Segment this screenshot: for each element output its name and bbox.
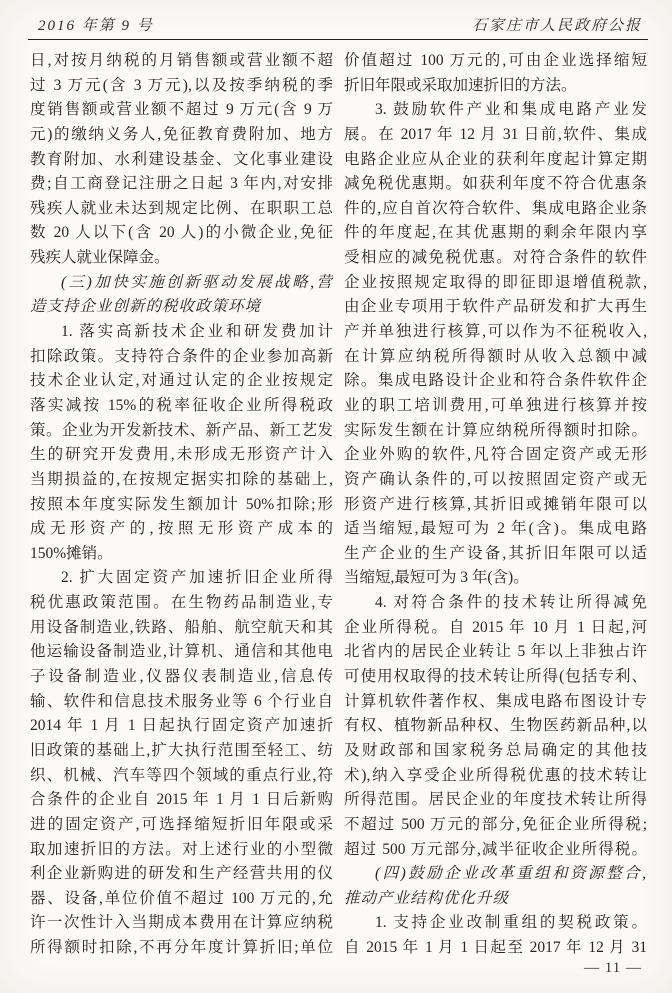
text-line: 日,对按月纳税的月销售额或营业额不超 <box>30 52 333 69</box>
page-number: — 11 — <box>584 960 642 976</box>
text-line: 元)的缴纳义务人,免征教育费附加、地方 <box>30 125 333 143</box>
text-line: 价值超过 100 万元的,可由企业选择缩短 <box>344 52 647 69</box>
text-line: 件的年度起,在其优惠期的剩余年限内享 <box>344 224 647 242</box>
text-line: 取加速折旧的方法。对上述行业的小型微 <box>30 840 333 858</box>
text-line: 企业所得税。自 2015 年 10 月 1 日起,河 <box>344 618 647 636</box>
text-line: 资产确认条件的,可以按照固定资产或无 <box>344 470 647 488</box>
text-line: 技术企业认定,对通过认定的企业按规定 <box>30 372 333 390</box>
text-line: 当缩短,最短可为 3 年(含)。 <box>344 569 529 587</box>
text-line: 3. 鼓励软件产业和集成电路产业发 <box>375 101 647 119</box>
text-line: 过 3 万元(含 3 万元),以及按季纳税的季 <box>30 76 333 94</box>
text-line: 生产企业的生产设备,其折旧年限可以适 <box>344 544 647 562</box>
text-line: 数 20 人以下(含 20 人)的小微企业,免征 <box>30 224 333 242</box>
text-line: 生的研究开发费用,未形成无形资产计入 <box>30 446 333 464</box>
text-column-left <box>30 49 333 961</box>
text-line: (四)鼓励企业改革重组和资源整合, <box>375 865 647 883</box>
text-line: 自 2015 年 1 月 1 日起至 2017 年 12 月 31 <box>344 939 647 957</box>
text-line: 他运输设备制造业,计算机、通信和其他电 <box>30 643 333 661</box>
text-line: 由企业专项用于软件产品研发和扩大再生 <box>344 298 647 316</box>
text-line: 件的,应自首次符合软件、集成电路企业条 <box>344 199 647 217</box>
text-line: 扣除政策。支持符合条件的企业参加高新 <box>30 347 333 365</box>
text-line: 推动产业结构优化升级 <box>344 889 510 907</box>
header-divider-rule <box>28 39 648 40</box>
text-line: 用设备制造业,铁路、船舶、航空航天和其 <box>30 618 333 636</box>
publication-title: 石家庄市人民政府公报 <box>471 18 642 34</box>
text-line: 造支持企业创新的税收政策环境 <box>30 298 262 316</box>
text-line: 利企业新购进的研发和生产经营共用的仪 <box>30 865 333 883</box>
text-line: 2. 扩大固定资产加速折旧企业所得 <box>61 569 333 587</box>
text-line: 旧政策的基础上,扩大执行范围至轻工、纺 <box>30 741 333 759</box>
text-line: 4. 对符合条件的技术转让所得减免 <box>375 594 647 612</box>
text-line: 业的职工培训费用,可单独进行核算并按 <box>344 396 647 414</box>
text-line: 除。集成电路设计企业和符合条件软件企 <box>344 372 647 390</box>
text-line: 策。企业为开发新技术、新产品、新工艺发 <box>30 421 333 439</box>
text-line: 2014 年 1 月 1 日起执行固定资产加速折 <box>30 717 333 735</box>
text-line: 及财政部和国家税务总局确定的其他技 <box>344 741 647 759</box>
document-body <box>30 49 647 961</box>
text-line: 1. 支持企业改制重组的契税政策。 <box>375 914 647 932</box>
text-line: 折旧年限或采取加速折旧的方法。 <box>344 76 577 94</box>
text-line: 落实减按 15%的税率征收企业所得税政 <box>30 396 333 414</box>
text-line: 受相应的减免税优惠。对符合条件的软件 <box>344 249 647 267</box>
text-line: 适当缩短,最短可为 2 年(含)。集成电路 <box>344 520 647 538</box>
issue-number-label: 2016 年第 9 号 <box>38 18 154 34</box>
text-line: 不超过 500 万元的部分,免征企业所得税; <box>344 815 647 833</box>
text-line: 1. 落实高新技术企业和研发费加计 <box>61 323 333 341</box>
text-line: 按照本年度实际发生额加计 50%扣除;形 <box>30 495 333 513</box>
text-line: 子设备制造业,仪器仪表制造业,信息传 <box>30 668 333 686</box>
text-line: 电路企业应从企业的获利年度起计算定期 <box>344 150 647 168</box>
text-line: (三)加快实施创新驱动发展战略,营 <box>61 273 333 291</box>
text-line: 残疾人就业保障金。 <box>30 249 170 267</box>
text-line: 当期损益的,在按规定据实扣除的基础上, <box>30 470 333 488</box>
text-line: 150%摊销。 <box>30 544 113 562</box>
text-line: 展。在 2017 年 12 月 31 日前,软件、集成 <box>344 125 647 143</box>
text-line: 形资产进行核算,其折旧或摊销年限可以 <box>344 495 647 513</box>
text-line: 企业按照规定取得的即征即退增值税款, <box>344 273 647 291</box>
text-line: 术),纳入享受企业所得税优惠的技术转让 <box>344 766 647 784</box>
text-line: 有权、植物新品种权、生物医药新品种,以 <box>344 717 647 735</box>
page-header <box>38 14 642 35</box>
text-line: 所得额时扣除,不再分年度计算折旧;单位 <box>30 939 333 957</box>
text-line: 减免税优惠期。如获利年度不符合优惠条 <box>344 175 647 193</box>
text-line: 残疾人就业未达到规定比例、在职职工总 <box>30 199 333 217</box>
text-column-right <box>344 49 647 961</box>
text-line: 进的固定资产,可选择缩短折旧年限或采 <box>30 815 333 833</box>
text-line: 度销售额或营业额不超过 9 万元(含 9 万 <box>30 101 333 119</box>
text-line: 企业外购的软件,凡符合固定资产或无形 <box>344 446 647 464</box>
text-line: 合条件的企业自 2015 年 1 月 1 日后新购 <box>30 791 333 809</box>
text-line: 织、机械、汽车等四个领域的重点行业,符 <box>30 766 333 784</box>
text-line: 可使用权取得的技术转让所得(包括专利、 <box>344 668 647 686</box>
text-line: 产并单独进行核算,可以作为不征税收入, <box>344 323 647 341</box>
text-line: 输、软件和信息技术服务业等 6 个行业自 <box>30 692 333 710</box>
text-line: 许一次性计入当期成本费用在计算应纳税 <box>30 914 333 932</box>
text-line: 实际发生额在计算应纳税所得额时扣除。 <box>344 421 647 439</box>
text-line: 器、设备,单位价值不超过 100 万元的,允 <box>30 889 333 907</box>
text-line: 费;自工商登记注册之日起 3 年内,对安排 <box>30 175 333 193</box>
text-line: 在计算应纳税所得额时从收入总额中减 <box>344 347 647 365</box>
text-line: 计算机软件著作权、集成电路布图设计专 <box>344 692 647 710</box>
text-line: 税优惠政策范围。在生物药品制造业,专 <box>30 594 333 612</box>
text-line: 所得范围。居民企业的年度技术转让所得 <box>344 791 647 809</box>
text-line: 教育附加、水利建设基金、文化事业建设 <box>30 150 333 168</box>
text-line: 北省内的居民企业转让 5 年以上非独占许 <box>344 643 647 661</box>
text-line: 成无形资产的,按照无形资产成本的 <box>30 520 333 538</box>
text-line: 超过 500 万元部分,减半征收企业所得税。 <box>344 840 647 858</box>
